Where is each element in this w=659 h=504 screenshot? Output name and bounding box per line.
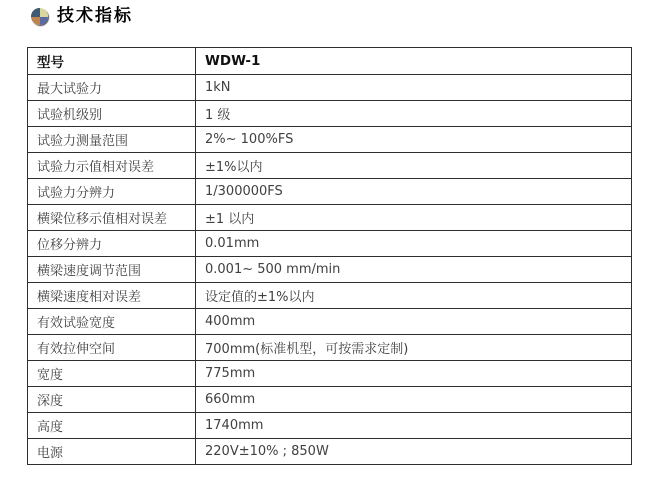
table-row	[28, 439, 632, 465]
table-row	[28, 413, 632, 439]
table-row	[28, 48, 632, 75]
spec-value-cell: 0.001~ 500 mm/min	[196, 257, 632, 283]
spec-value-cell: 1kN	[196, 75, 632, 101]
table-row	[28, 231, 632, 257]
spec-label-cell: 高度	[28, 413, 196, 439]
spec-label-cell: 型号	[28, 48, 196, 75]
spec-value-cell: 700mm(标准机型，可按需求定制)	[196, 335, 632, 361]
table-row	[28, 75, 632, 101]
spec-label-cell: 最大试验力	[28, 75, 196, 101]
spec-value-cell: 660mm	[196, 387, 632, 413]
spec-table	[27, 47, 632, 465]
table-row	[28, 283, 632, 309]
table-row	[28, 361, 632, 387]
table-row	[28, 387, 632, 413]
spec-label-cell: 横梁速度调节范围	[28, 257, 196, 283]
pie-quadrant-icon	[31, 8, 48, 25]
pie-quadrant-bottom-right	[40, 17, 49, 26]
spec-label-cell: 试验机级别	[28, 101, 196, 127]
table-row	[28, 309, 632, 335]
pie-quadrant-top-right	[40, 8, 49, 17]
spec-label-cell: 横梁位移示值相对误差	[28, 205, 196, 231]
spec-value-cell: 1/300000FS	[196, 179, 632, 205]
spec-value-cell: 400mm	[196, 309, 632, 335]
spec-value-cell: ±1 以内	[196, 205, 632, 231]
spec-value-cell: ±1%以内	[196, 153, 632, 179]
section-header	[31, 8, 133, 25]
spec-label-cell: 位移分辨力	[28, 231, 196, 257]
spec-label-cell: 有效拉伸空间	[28, 335, 196, 361]
spec-value-cell: 1 级	[196, 101, 632, 127]
spec-value-cell: 设定值的±1%以内	[196, 283, 632, 309]
table-row	[28, 205, 632, 231]
pie-quadrant-bottom-left	[31, 17, 40, 26]
spec-label-cell: 深度	[28, 387, 196, 413]
spec-label-cell: 电源	[28, 439, 196, 465]
spec-label-cell: 横梁速度相对误差	[28, 283, 196, 309]
section-title: 技术指标	[57, 6, 133, 26]
spec-label-cell: 试验力示值相对误差	[28, 153, 196, 179]
spec-value-cell: 0.01mm	[196, 231, 632, 257]
table-row	[28, 153, 632, 179]
spec-value-cell: 775mm	[196, 361, 632, 387]
spec-value-cell: 220V±10% ; 850W	[196, 439, 632, 465]
spec-label-cell: 试验力测量范围	[28, 127, 196, 153]
table-row	[28, 257, 632, 283]
spec-label-cell: 宽度	[28, 361, 196, 387]
table-row	[28, 127, 632, 153]
table-row	[28, 179, 632, 205]
pie-quadrant-top-left	[31, 8, 40, 17]
spec-value-cell: 1740mm	[196, 413, 632, 439]
table-row	[28, 101, 632, 127]
spec-label-cell: 试验力分辨力	[28, 179, 196, 205]
table-row	[28, 335, 632, 361]
spec-value-cell: 2%~ 100%FS	[196, 127, 632, 153]
spec-value-cell: WDW-1	[196, 48, 632, 75]
spec-label-cell: 有效试验宽度	[28, 309, 196, 335]
